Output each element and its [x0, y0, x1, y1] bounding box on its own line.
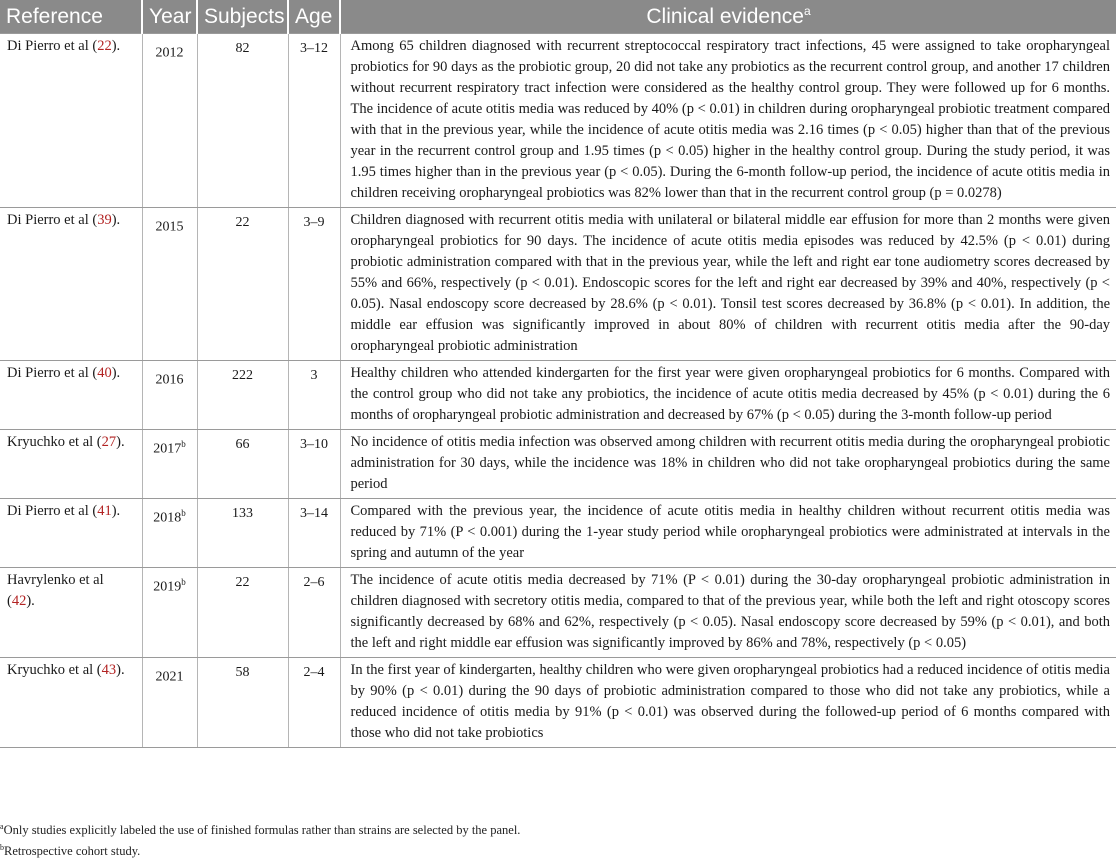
reference-cell: Kryuchko et al (43). [0, 658, 142, 748]
age-cell: 3–14 [288, 499, 340, 568]
reference-cell: Havrylenko et al (42). [0, 568, 142, 658]
subjects-cell: 22 [197, 568, 288, 658]
reference-cell: Di Pierro et al (39). [0, 208, 142, 361]
footnote-marker-a: a [803, 4, 811, 18]
table-header-row [0, 0, 1116, 34]
citation-link[interactable]: 41 [97, 503, 112, 519]
year-cell: 2018$^b$ [142, 499, 197, 568]
header-year: Year [142, 0, 197, 34]
subjects-cell: 58 [197, 658, 288, 748]
age-cell: 3 [288, 361, 340, 430]
clinical-evidence-cell: In the first year of kindergarten, healthy children who were given oropharyngeal probiotics had a reduced incidence of otitis media by 90% (p < 0.01) during the 90 days of probiotic administration compared to those who did not take any probiotics, while a reduced incidence of otitis media by 91% (p < 0.01) was observed during the followed-up period of 6 months compared with those who did not take probiotics [340, 658, 1116, 748]
reference-cell: Di Pierro et al (41). [0, 499, 142, 568]
table-row [0, 361, 1116, 430]
subjects-cell: 222 [197, 361, 288, 430]
citation-link[interactable]: 27 [101, 434, 117, 450]
table-row [0, 430, 1116, 499]
table-row [0, 34, 1116, 208]
year-cell: 2016 [142, 361, 197, 430]
year-cell: 2017$^b$ [142, 430, 197, 499]
table-row [0, 568, 1116, 658]
subjects-cell: 66 [197, 430, 288, 499]
table-row [0, 499, 1116, 568]
header-reference: Reference [0, 0, 142, 34]
subjects-cell: 22 [197, 208, 288, 361]
table-row [0, 658, 1116, 748]
year-cell: 2019$^b$ [142, 568, 197, 658]
year-cell: 2015 [142, 208, 197, 361]
clinical-evidence-cell: Compared with the previous year, the incidence of acute otitis media in healthy children without recurrent otitis media was reduced by 71% (P < 0.001) during the 1-year study period while oropharyngeal probiotics were administrated at intervals in the spring and autumn of the year [340, 499, 1116, 568]
citation-link[interactable]: 22 [97, 38, 112, 54]
age-cell: 2–6 [288, 568, 340, 658]
reference-cell: Kryuchko et al (27). [0, 430, 142, 499]
citation-link[interactable]: 39 [97, 212, 112, 228]
citation-link[interactable]: 42 [11, 593, 27, 609]
clinical-evidence-cell: Among 65 children diagnosed with recurrent streptococcal respiratory tract infections, 45 were assigned to take oropharyngeal probiotics for 90 days as the probiotic group, 20 did not take any probiotics as the recurrent control group, and another 17 children without recurrent respiratory tract infection were considered as the healthy control group. They were followed up for 6 months. The incidence of acute otitis media was reduced by 40% (p < 0.01) in children during oropharyngeal probiotic treatment compared with that in the previous year, while the incidence of acute otitis media was 2.16 times (p < 0.05) higher than that of the previous year in the recurrent control group and 1.95 times (p < 0.05) higher in the healthy control group. During the study period, it was 1.95 times higher than in the previous year (p < 0.05). During the 6-month follow-up period, the incidence of acute otitis media in children receiving oropharyngeal probiotics was 82% lower than that in the recurrent control group (p = 0.0278) [340, 34, 1116, 208]
citation-link[interactable]: 40 [97, 365, 112, 381]
header-clinical-evidence: Clinical evidence$^a$ [340, 0, 1116, 34]
header-subjects: Subjects [197, 0, 288, 34]
age-cell: 3–9 [288, 208, 340, 361]
clinical-evidence-cell: The incidence of acute otitis media decreased by 71% (P < 0.01) during the 30-day oropharyngeal probiotic administration in children diagnosed with secretory otitis media, compared to that of the previous year, while both the left and right otoscopy scores significantly decreased by 68% and 62%, respectively (p < 0.05). Nasal endoscopy score decreased by 59% (p < 0.01), and both the left and right middle ear effusion was significantly improved by 86% and 78%, respectively (p < 0.05) [340, 568, 1116, 658]
footnote-b: $^b$Retrospective cohort study. [0, 843, 141, 859]
clinical-evidence-cell: Children diagnosed with recurrent otitis media with unilateral or bilateral middle ear effusion for more than 2 months were given oropharyngeal probiotics for 90 days. The incidence of acute otitis media episodes was reduced by 42.5% (p < 0.01) during probiotic administration compared with that in the previous year, while the left and right ear tone audiometry scores decreased by 55% and 66%, respectively (p < 0.01). Endoscopic scores for the left and right ear decreased by 39% and 40%, respectively (p < 0.05). Nasal endoscopy score decreased by 28.6% (p < 0.01). Tonsil test scores decreased by 36.8% (p < 0.01). In addition, the middle ear effusion was significantly improved in about 80% of children with recurrent otitis media after the 90-day oropharyngeal probiotic administration [340, 208, 1116, 361]
age-cell: 2–4 [288, 658, 340, 748]
clinical-evidence-cell: Healthy children who attended kindergarten for the first year were given oropharyngeal probiotics for 6 months. Compared with the control group who did not take any probiotics, the incidence of acute otitis media decreased by 45% (p < 0.01) during the 6 months of oropharyngeal probiotic administration and decreased by 67% (p < 0.05) during the 3-month follow-up period [340, 361, 1116, 430]
clinical-evidence-cell: No incidence of otitis media infection was observed among children with recurrent otitis media during the oropharyngeal probiotic administration for 30 days, while the incidence was 18% in children who did not take oropharyngeal probiotics during the same period [340, 430, 1116, 499]
subjects-cell: 133 [197, 499, 288, 568]
table-row [0, 208, 1116, 361]
year-cell: 2012 [142, 34, 197, 208]
footnote-a: $^a$Only studies explicitly labeled the use of finished formulas rather than strains are selected by the panel. [0, 822, 521, 838]
table-body [0, 34, 1116, 748]
year-cell: 2021 [142, 658, 197, 748]
reference-cell: Di Pierro et al (22). [0, 34, 142, 208]
reference-cell: Di Pierro et al (40). [0, 361, 142, 430]
age-cell: 3–12 [288, 34, 340, 208]
age-cell: 3–10 [288, 430, 340, 499]
subjects-cell: 82 [197, 34, 288, 208]
citation-link[interactable]: 43 [101, 662, 117, 678]
header-age: Age [288, 0, 340, 34]
